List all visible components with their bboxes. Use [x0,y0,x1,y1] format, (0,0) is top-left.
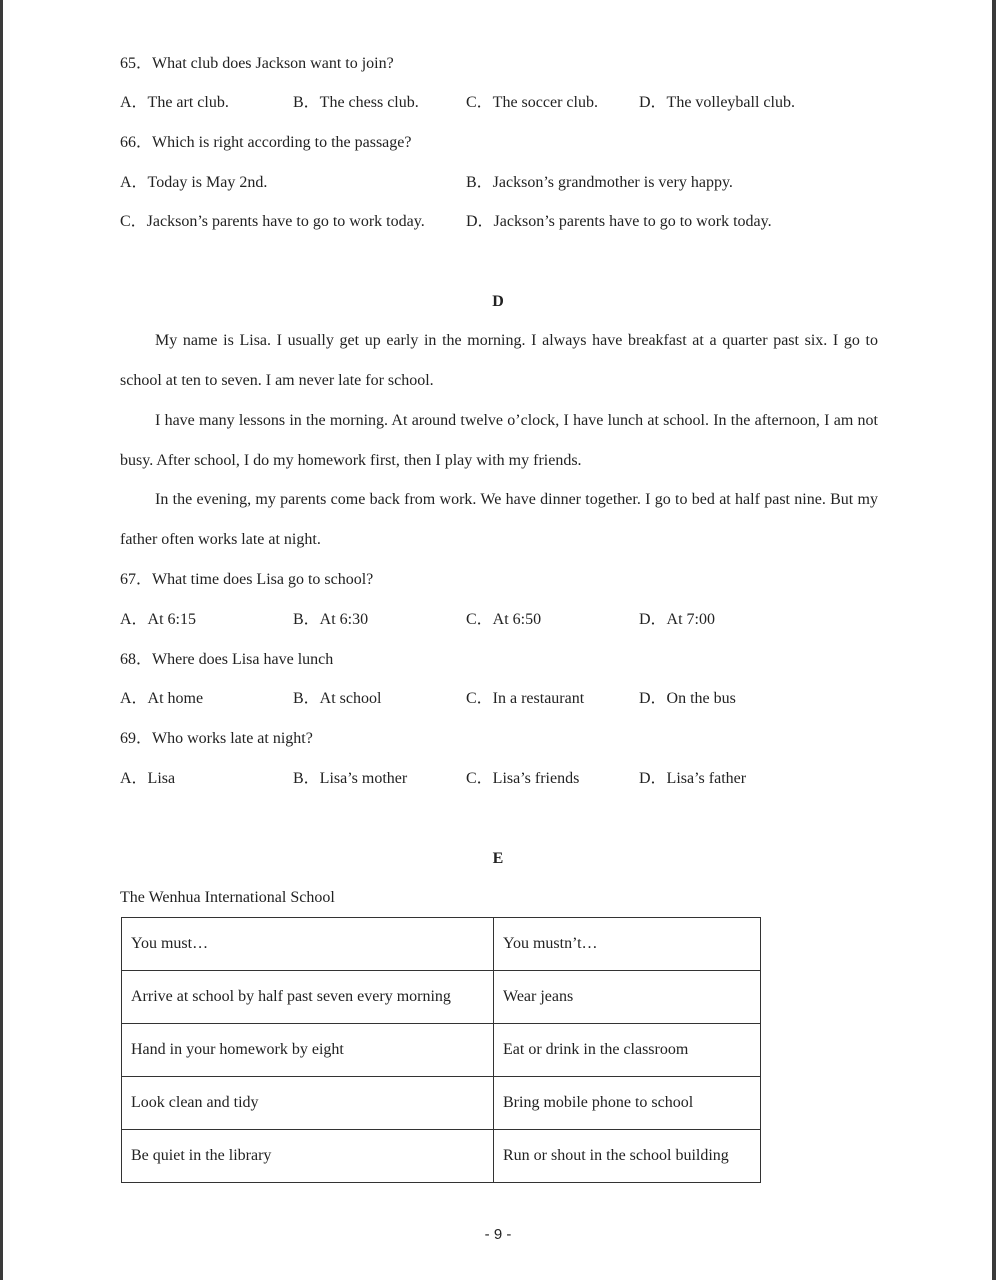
table-cell: Eat or drink in the classroom [494,1024,761,1077]
section-heading-e: E [492,850,504,867]
table-cell: Hand in your homework by eight [122,1024,494,1077]
option-68-c: C．In a restaurant [466,690,585,707]
table-row [122,1077,761,1130]
table-cell: Run or shout in the school building [494,1130,761,1183]
page-edge-left [0,0,3,1280]
option-66-d: D．Jackson’s parents have to go to work today. [466,213,772,230]
question-69: 69．Who works late at night? [120,730,313,747]
passage-d-paragraph-3: In the evening, my parents come back from work. We have dinner together. I go to bed at half past nine. But my father often works late at night. [120,491,878,548]
question-66: 66．Which is right according to the passage? [120,134,412,151]
option-66-a: A．Today is May 2nd. [120,174,268,191]
option-68-b: B．At school [293,690,382,707]
passage-d-paragraph-1: My name is Lisa. I usually get up early in the morning. I always have breakfast at a quarter past six. I go to school at ten to seven. I am never late for school. [120,332,878,389]
table-header-must: You must… [122,918,494,971]
option-65-b: B．The chess club. [293,94,419,111]
table-row [122,1130,761,1183]
table-cell: Be quiet in the library [122,1130,494,1183]
table-row [122,971,761,1024]
table-cell: Arrive at school by half past seven every morning [122,971,494,1024]
option-69-b: B．Lisa’s mother [293,770,408,787]
table-cell: Look clean and tidy [122,1077,494,1130]
option-67-c: C．At 6:50 [466,611,542,628]
option-67-b: B．At 6:30 [293,611,369,628]
page-edge-right [992,0,996,1280]
school-name: The Wenhua International School [120,889,335,906]
section-heading-d: D [492,293,504,310]
question-68: 68．Where does Lisa have lunch [120,651,334,668]
option-68-a: A．At home [120,690,204,707]
question-67: 67．What time does Lisa go to school? [120,571,374,588]
option-69-a: A．Lisa [120,770,176,787]
option-65-a: A．The art club. [120,94,229,111]
option-67-a: A．At 6:15 [120,611,197,628]
table-row [122,1024,761,1077]
school-rules-table [121,917,761,1183]
option-66-b: B．Jackson’s grandmother is very happy. [466,174,733,191]
table-header-mustnt: You mustn’t… [494,918,761,971]
option-69-c: C．Lisa’s friends [466,770,580,787]
option-68-d: D．On the bus [639,690,736,707]
question-65: 65．What club does Jackson want to join? [120,55,394,72]
table-header-row [122,918,761,971]
option-66-c: C．Jackson’s parents have to go to work today. [120,213,425,230]
table-cell: Bring mobile phone to school [494,1077,761,1130]
option-67-d: D．At 7:00 [639,611,716,628]
passage-d-paragraph-2: I have many lessons in the morning. At around twelve o’clock, I have lunch at school. In the afternoon, I am not busy. After school, I do my homework first, then I play with my friends. [120,412,878,469]
page-number: - 9 - [484,1226,512,1243]
option-65-c: C．The soccer club. [466,94,598,111]
option-65-d: D．The volleyball club. [639,94,795,111]
option-69-d: D．Lisa’s father [639,770,747,787]
table-cell: Wear jeans [494,971,761,1024]
